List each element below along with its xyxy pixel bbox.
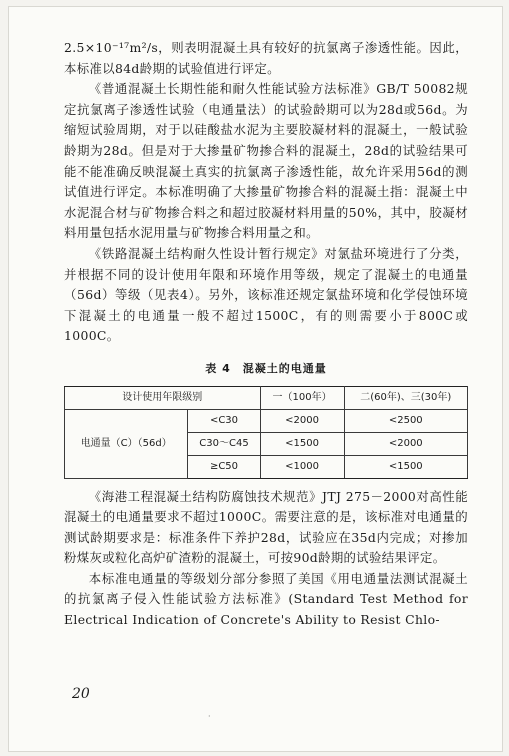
- table-cell-grade: ≥C50: [188, 455, 260, 478]
- electric-flux-table: [64, 386, 468, 479]
- table-header-label: 设计使用年限级别: [65, 386, 261, 409]
- table-row: [65, 409, 468, 432]
- paragraph-2: 《普通混凝土长期性能和耐久性能试验方法标准》GB/T 50082规定抗氯离子渗透性试验（电通量法）的试验龄期可以为28d或56d。为缩短试验周期，对于以硅酸盐水泥为主要胶凝材料的混凝土，一般试验龄期为28d。但是对于大掺量矿物掺合料的混凝土，28d的试验结果可能不能准确反映混凝土真实的抗氯离子渗透性能，故允许采用56d的测试值进行评定。本标准明确了大掺量矿物掺合料的混凝土指：混凝土中水泥混合材与矿物掺合料之和超过胶凝材料用量的50%，其中，胶凝材料用量包括水泥用量与矿物掺合料用量之和。: [64, 81, 468, 241]
- paragraph-5: 本标准电通量的等级划分部分参照了美国《用电通量法测试混凝土的抗氯离子侵入性能试验方法标准》(Standard Test Method for Electrical Indication of Concrete's Ability to Resist Chlo-: [64, 570, 468, 628]
- table-cell-grade: C30～C45: [188, 432, 260, 455]
- table-row-label: 电通量（C）（56d）: [65, 409, 188, 478]
- table-header-col2: 二(60年)、三(30年): [344, 386, 467, 409]
- table-header-row: [65, 386, 468, 409]
- table-cell-value: <2500: [344, 409, 467, 432]
- paragraph-1: 2.5×10⁻¹⁷m²/s，则表明混凝土具有较好的抗氯离子渗透性能。因此，本标准以84d龄期的试验值进行评定。: [64, 40, 468, 76]
- table-cell-value: <2000: [260, 409, 344, 432]
- table-cell-value: <1500: [344, 455, 467, 478]
- table-caption: 表 4 混凝土的电通量: [205, 361, 327, 375]
- table-cell-value: <2000: [344, 432, 467, 455]
- paragraph-3: 《铁路混凝土结构耐久性设计暂行规定》对氯盐环境进行了分类，并根据不同的设计使用年限和环境作用等级，规定了混凝土的电通量（56d）等级（见表4）。另外，该标准还规定氯盐环境和化学侵蚀环境下混凝土的电通量一般不超过1500C，有的则需要小于800C或1000C。: [64, 245, 468, 344]
- paragraph-4: 《海港工程混凝土结构防腐蚀技术规范》JTJ 275－2000对高性能混凝土的电通量要求不超过1000C。需要注意的是，该标准对电通量的测试龄期要求是：标准条件下养护28d，试验应在35d内完成；对掺加粉煤灰或粒化高炉矿渣粉的混凝土，可按90d龄期的试验结果评定。: [64, 488, 468, 566]
- body-text: [64, 38, 468, 631]
- print-speck: ·: [208, 712, 211, 721]
- table-cell-value: <1500: [260, 432, 344, 455]
- table-cell-value: <1000: [260, 455, 344, 478]
- table-cell-grade: <C30: [188, 409, 260, 432]
- table-header-col1: 一（100年）: [260, 386, 344, 409]
- page-number: 20: [72, 686, 90, 702]
